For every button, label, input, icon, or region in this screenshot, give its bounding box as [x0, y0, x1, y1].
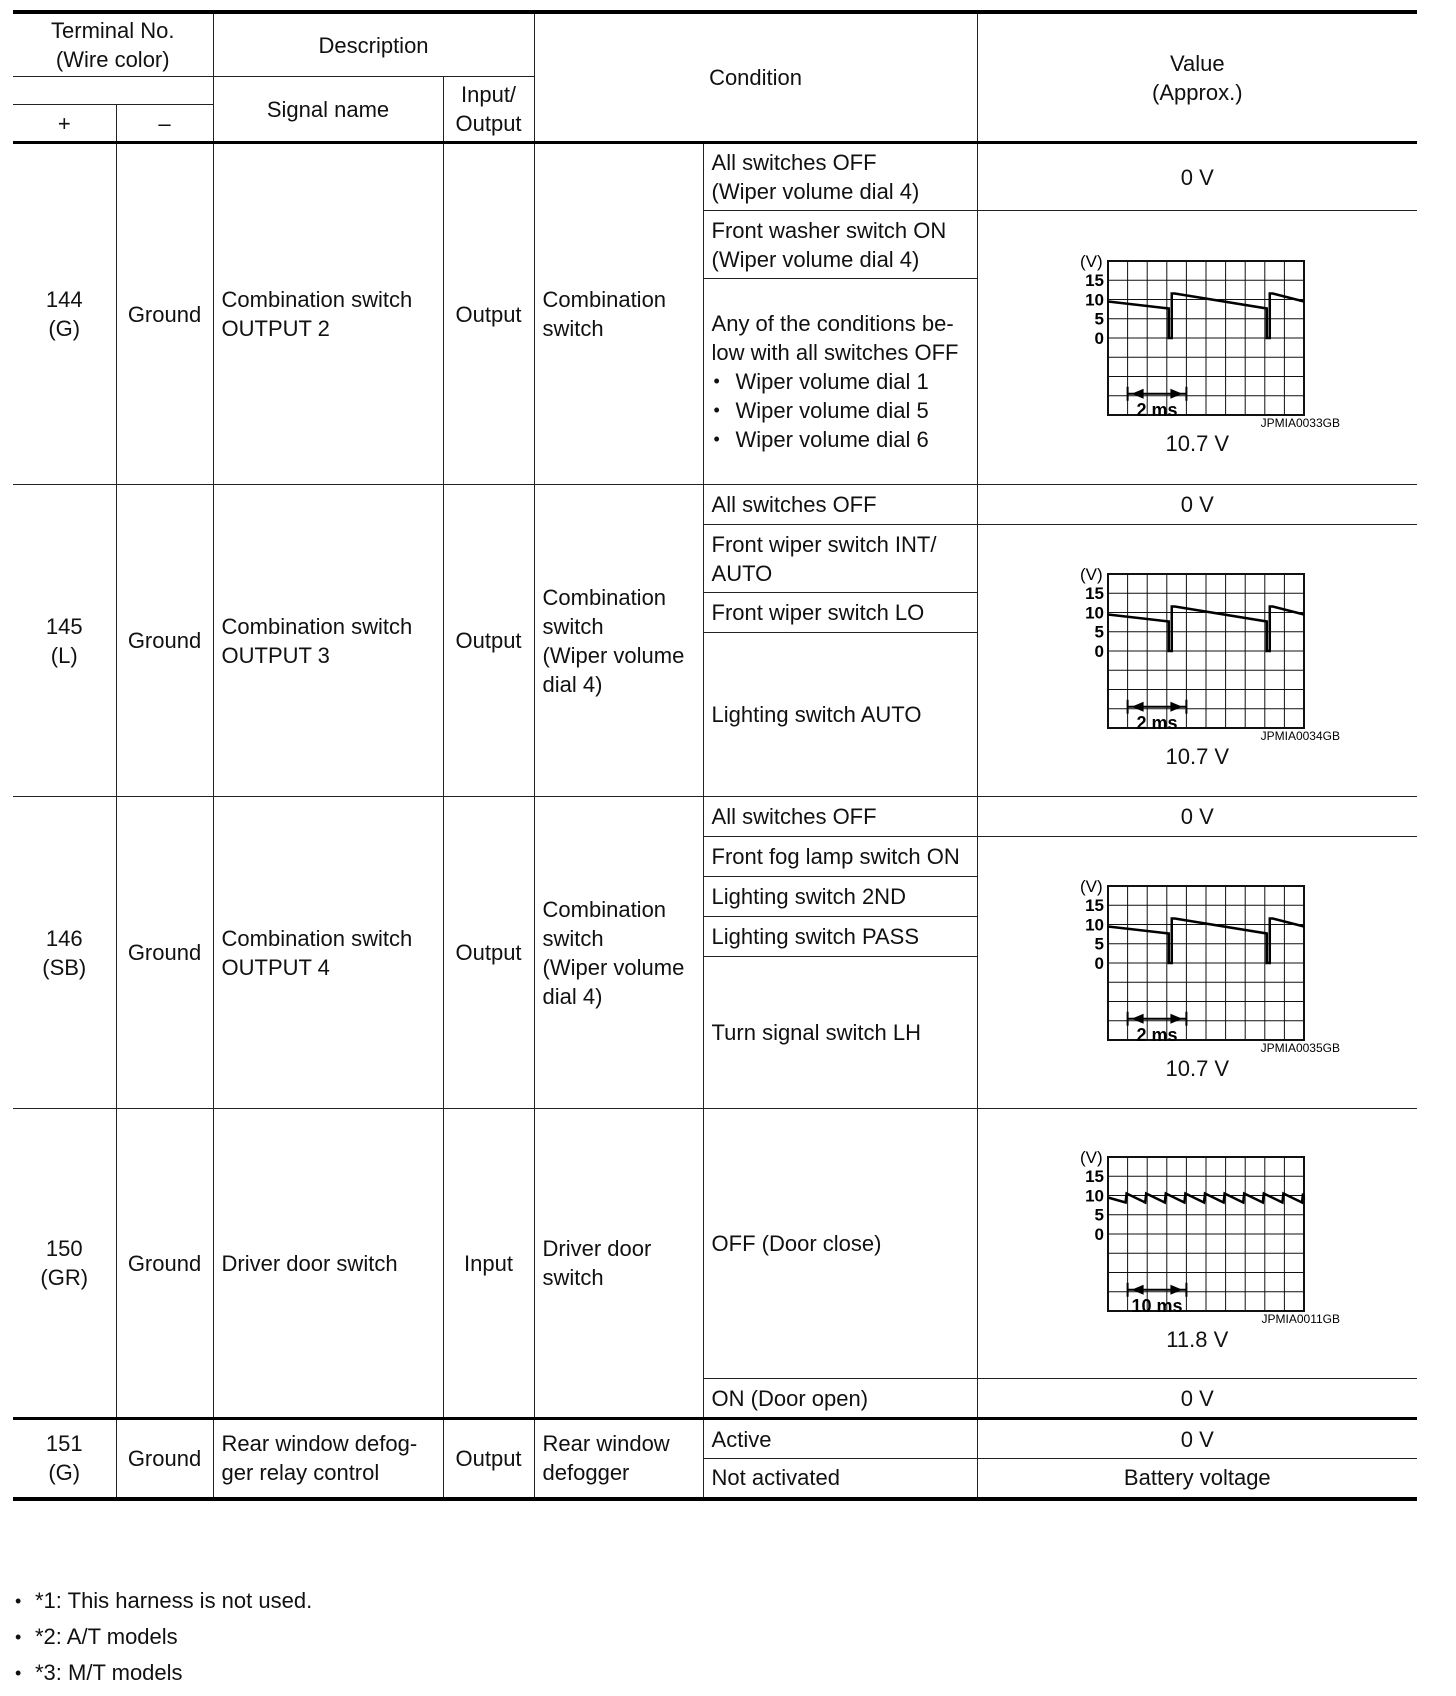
value-cell: 0 V — [977, 485, 1417, 525]
ground-cell: Ground — [116, 143, 213, 485]
figure-code: JPMIA0033GB — [1260, 416, 1341, 429]
y-tick-label: 5 — [1094, 1205, 1105, 1225]
waveform-chart — [1052, 864, 1342, 1054]
header-io: Input/ Output — [443, 77, 534, 143]
table-row — [13, 797, 1417, 837]
value-cell: 0 V — [977, 1379, 1417, 1419]
condition-cell: Lighting switch PASS — [703, 917, 977, 957]
table-row — [13, 1109, 1417, 1379]
y-tick-label: 15 — [1085, 584, 1105, 603]
waveform-cell — [977, 211, 1417, 485]
y-tick-label: 0 — [1094, 953, 1105, 973]
terminal-cell: 151 (G) — [13, 1419, 116, 1499]
time-scale-label: 2 ms — [1136, 712, 1178, 733]
condition-cell: Active — [703, 1419, 977, 1459]
y-tick-label: 0 — [1094, 641, 1105, 661]
table-row — [13, 143, 1417, 211]
condition-cell: Lighting switch AUTO — [703, 633, 977, 797]
ground-cell: Ground — [116, 797, 213, 1109]
condition-main-cell: Combination switch — [534, 143, 703, 485]
y-tick-label: 5 — [1094, 934, 1105, 954]
condition-list — [712, 367, 969, 454]
y-tick-label: 15 — [1085, 896, 1105, 915]
condition-cell: All switches OFF — [703, 485, 977, 525]
value-cell: 0 V — [977, 143, 1417, 211]
condition-cell — [703, 279, 977, 485]
axis-unit-label: (V) — [1080, 877, 1103, 896]
table-row — [13, 1419, 1417, 1459]
condition-main-cell: Rear window defogger — [534, 1419, 703, 1499]
waveform-value: 11.8 V — [1166, 1327, 1229, 1352]
waveform-chart — [1052, 239, 1342, 429]
condition-cell: All switches OFF — [703, 797, 977, 837]
condition-intro: Any of the conditions be- low with all switches OFF — [711, 311, 959, 365]
waveform-chart — [1052, 552, 1342, 742]
waveform-value: 10.7 V — [1165, 1056, 1230, 1081]
footnotes — [13, 1583, 312, 1691]
value-cell: 0 V — [977, 1419, 1417, 1459]
signal-cell: Combination switch OUTPUT 2 — [213, 143, 443, 485]
condition-cell: ON (Door open) — [703, 1379, 977, 1419]
figure-code: JPMIA0011GB — [1261, 1312, 1341, 1325]
io-cell: Output — [443, 1419, 534, 1499]
condition-cell: All switches OFF (Wiper volume dial 4) — [703, 143, 977, 211]
header-value: Value (Approx.) — [977, 12, 1417, 143]
time-scale-label: 10 ms — [1131, 1295, 1183, 1316]
y-tick-label: 0 — [1094, 1224, 1105, 1244]
y-tick-label: 5 — [1094, 622, 1105, 642]
waveform-cell — [977, 1109, 1417, 1379]
footnote: • *3: M/T models — [13, 1655, 312, 1691]
time-scale-label: 2 ms — [1136, 399, 1178, 420]
condition-cell: OFF (Door close) — [703, 1109, 977, 1379]
terminal-spec-table — [13, 10, 1417, 1501]
header-minus: – — [116, 105, 213, 143]
condition-cell: Turn signal switch LH — [703, 957, 977, 1109]
waveform-cell — [977, 525, 1417, 797]
condition-cell: Front wiper switch INT/ AUTO — [703, 525, 977, 593]
waveform-value: 10.7 V — [1165, 431, 1230, 456]
footnote: • *1: This harness is not used. — [13, 1583, 312, 1619]
y-tick-label: 10 — [1085, 290, 1105, 310]
y-tick-label: 10 — [1085, 603, 1105, 623]
signal-cell: Combination switch OUTPUT 4 — [213, 797, 443, 1109]
y-tick-label: 5 — [1094, 309, 1105, 329]
axis-unit-label: (V) — [1080, 252, 1103, 271]
y-tick-label: 10 — [1085, 915, 1105, 935]
ground-cell: Ground — [116, 1419, 213, 1499]
ground-cell: Ground — [116, 485, 213, 797]
terminal-cell: 144 (G) — [13, 143, 116, 485]
time-scale-label: 2 ms — [1136, 1024, 1178, 1045]
condition-main-cell: Driver door switch — [534, 1109, 703, 1419]
condition-main-cell: Combination switch (Wiper volume dial 4) — [534, 485, 703, 797]
condition-cell: Front wiper switch LO — [703, 593, 977, 633]
signal-cell: Rear window defog- ger relay control — [213, 1419, 443, 1499]
table-row — [13, 485, 1417, 525]
waveform-cell — [977, 837, 1417, 1109]
y-tick-label: 10 — [1085, 1186, 1105, 1206]
figure-code: JPMIA0035GB — [1260, 1041, 1341, 1054]
header-description: Description — [213, 12, 534, 77]
terminal-cell: 145 (L) — [13, 485, 116, 797]
io-cell: Output — [443, 143, 534, 485]
condition-cell: Lighting switch 2ND — [703, 877, 977, 917]
y-tick-label: 15 — [1085, 1167, 1105, 1186]
signal-cell: Driver door switch — [213, 1109, 443, 1419]
header-signal-name: Signal name — [213, 77, 443, 143]
waveform-value: 10.7 V — [1165, 744, 1230, 769]
y-tick-label: 0 — [1094, 328, 1105, 348]
header-terminal: Terminal No. (Wire color) — [13, 12, 213, 77]
value-cell: 0 V — [977, 797, 1417, 837]
value-cell: Battery voltage — [977, 1459, 1417, 1499]
y-tick-label: 15 — [1085, 271, 1105, 290]
condition-cell: Front washer switch ON (Wiper volume dial 4) — [703, 211, 977, 279]
figure-code: JPMIA0034GB — [1260, 729, 1341, 742]
condition-main-cell: Combination switch (Wiper volume dial 4) — [534, 797, 703, 1109]
signal-cell: Combination switch OUTPUT 3 — [213, 485, 443, 797]
axis-unit-label: (V) — [1080, 1148, 1103, 1167]
waveform-chart — [1052, 1135, 1342, 1325]
condition-cell: Not activated — [703, 1459, 977, 1499]
list-item: • Wiper volume dial 6 — [712, 425, 969, 454]
header-plus: + — [13, 105, 116, 143]
condition-cell: Front fog lamp switch ON — [703, 837, 977, 877]
list-item: • Wiper volume dial 1 — [712, 367, 969, 396]
list-item: • Wiper volume dial 5 — [712, 396, 969, 425]
io-cell: Output — [443, 485, 534, 797]
io-cell: Input — [443, 1109, 534, 1419]
terminal-cell: 146 (SB) — [13, 797, 116, 1109]
terminal-cell: 150 (GR) — [13, 1109, 116, 1419]
ground-cell: Ground — [116, 1109, 213, 1419]
header-condition: Condition — [534, 12, 977, 143]
footnote: • *2: A/T models — [13, 1619, 312, 1655]
axis-unit-label: (V) — [1080, 565, 1103, 584]
io-cell: Output — [443, 797, 534, 1109]
